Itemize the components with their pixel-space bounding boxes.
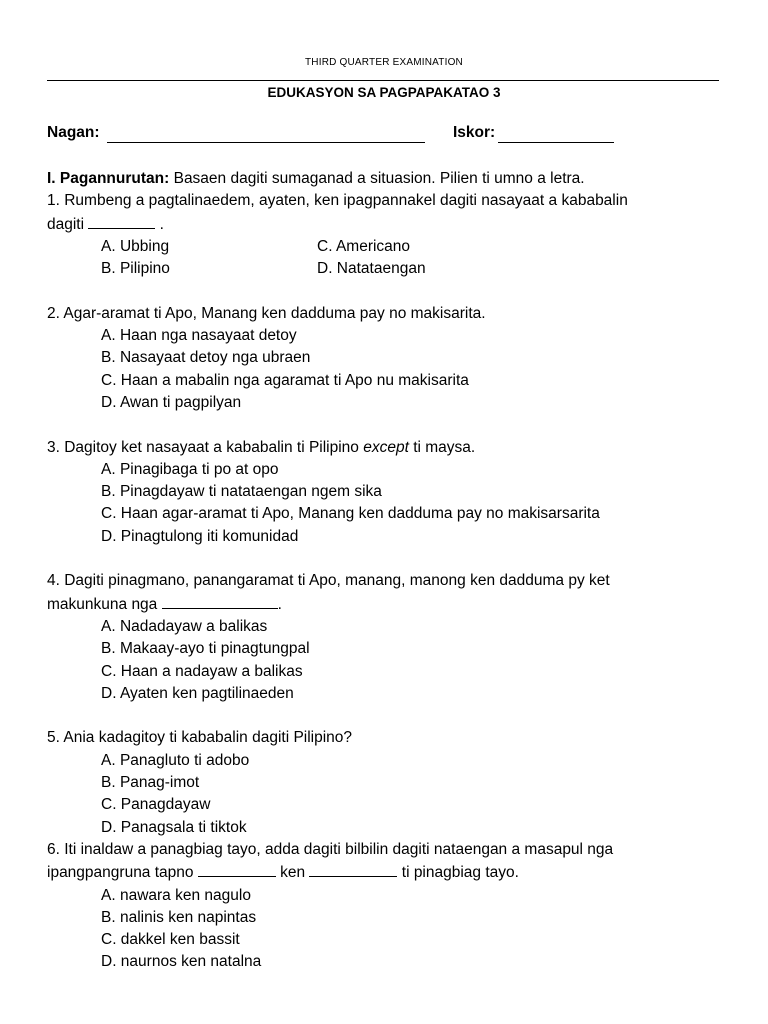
option-d: D. Panagsala ti tiktok: [101, 818, 247, 836]
option-c: C. Haan agar-aramat ti Apo, Manang ken dadduma pay no makisarsarita: [101, 505, 600, 523]
exam-title: THIRD QUARTER EXAMINATION: [305, 57, 463, 68]
question-4-text: 4. Dagiti pinagmano, panangaramat ti Apo, manang, manong ken dadduma py ket: [47, 572, 610, 590]
answer-blank: [162, 593, 278, 609]
answer-blank: [309, 861, 397, 877]
score-label: Iskor:: [453, 124, 496, 141]
option-b: B. Panag-imot: [101, 774, 200, 792]
spacer: [47, 548, 727, 570]
spacer: [47, 414, 727, 436]
instructions: [47, 168, 727, 190]
option-d: D. Pinagtulong iti komunidad: [101, 527, 299, 545]
answer-blank: [198, 861, 276, 877]
header-rule: [47, 80, 719, 81]
question-5-text: 5. Ania kadagitoy ti kababalin dagiti Pilipino?: [47, 729, 353, 747]
question-6-text: 6. Iti inaldaw a panagbiag tayo, adda dagiti bilbilin dagiti nataengan a masapul nga: [47, 840, 614, 858]
question-2-text: 2. Agar-aramat ti Apo, Manang ken dadduma pay no makisarita.: [47, 304, 486, 322]
option-b: B. nalinis ken napintas: [101, 908, 257, 926]
name-label: Nagan:: [47, 124, 100, 141]
question-1-options-row-1: [47, 236, 727, 258]
option-b: B. Pilipino: [101, 260, 170, 278]
option-a: A. Nadadayaw a balikas: [101, 617, 268, 635]
option-b: B. Pinagdayaw ti natataengan ngem sika: [101, 483, 382, 501]
instructions-text: Basaen dagiti sumaganad a situasion. Pilien ti umno a letra.: [169, 170, 585, 187]
option-c: C. Americano: [317, 237, 411, 255]
option-c: C. Haan a nadayaw a balikas: [101, 662, 303, 680]
score-blank-line: [498, 142, 614, 143]
option-a: A. Haan nga nasayaat detoy: [101, 327, 297, 345]
exam-content: [47, 168, 727, 974]
name-score-row: [47, 124, 727, 146]
option-a: A. Panagluto ti adobo: [101, 751, 250, 769]
option-d: D. naurnos ken natalna: [101, 953, 262, 971]
option-d: D. Natataengan: [317, 260, 426, 278]
option-b: B. Makaay-ayo ti pinagtungpal: [101, 640, 310, 658]
question-4-text-cont: makunkuna nga .: [47, 593, 727, 616]
option-b: B. Nasayaat detoy nga ubraen: [101, 349, 311, 367]
question-1-options-row-2: [47, 258, 727, 280]
instructions-label: I. Pagannurutan:: [47, 170, 170, 187]
name-blank-line: [107, 142, 425, 143]
spacer: [47, 705, 727, 727]
option-d: D. Awan ti pagpilyan: [101, 393, 242, 411]
answer-blank: [88, 213, 155, 229]
option-a: A. nawara ken nagulo: [101, 886, 251, 904]
option-c: C. dakkel ken bassit: [101, 931, 240, 949]
question-1-text: 1. Rumbeng a pagtalinaedem, ayaten, ken ipagpannakel dagiti nasayaat a kababalin: [47, 192, 628, 210]
question-1-text-cont: dagiti .: [47, 213, 727, 236]
option-c: C. Haan a mabalin nga agaramat ti Apo nu makisarita: [101, 371, 469, 389]
subject-title: EDUKASYON SA PAGPAPAKATAO 3: [267, 85, 501, 100]
option-c: C. Panagdayaw: [101, 796, 211, 814]
option-a: A. Pinagibaga ti po at opo: [101, 460, 279, 478]
option-a: A. Ubbing: [101, 237, 170, 255]
question-6-text-cont: ipangpangruna tapno ken ti pinagbiag tayo.: [47, 861, 727, 884]
option-d: D. Ayaten ken pagtilinaeden: [101, 684, 294, 702]
question-3-text: 3. Dagitoy ket nasayaat a kababalin ti Pilipino except ti maysa.: [47, 438, 476, 456]
spacer: [47, 280, 727, 302]
